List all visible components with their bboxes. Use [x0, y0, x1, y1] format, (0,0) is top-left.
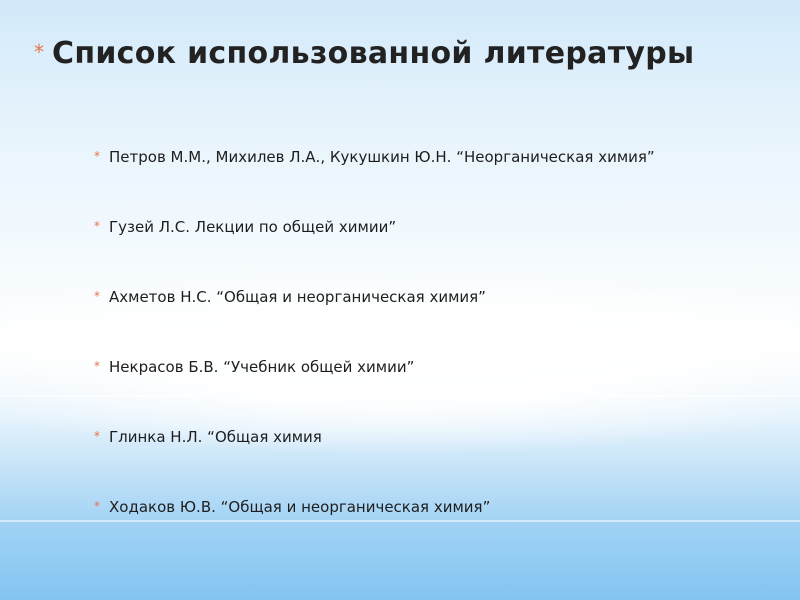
reference-item	[94, 288, 655, 358]
asterisk-bullet-icon: *	[94, 289, 100, 303]
reference-text: Ахметов Н.С. “Общая и неорганическая химия”	[109, 288, 486, 306]
reference-text: Некрасов Б.В. “Учебник общей химии”	[109, 358, 415, 376]
asterisk-bullet-icon: *	[94, 499, 100, 513]
reference-item	[94, 498, 655, 568]
asterisk-bullet-icon: *	[94, 429, 100, 443]
slide-title: Список использованной литературы	[52, 36, 695, 71]
asterisk-bullet-icon: *	[94, 149, 100, 163]
reference-item	[94, 218, 655, 288]
reference-list	[94, 148, 655, 568]
asterisk-bullet-icon: *	[94, 219, 100, 233]
asterisk-bullet-icon: *	[34, 40, 44, 64]
reference-text: Петров М.М., Михилев Л.А., Кукушкин Ю.Н. “Неорганическая химия”	[109, 148, 655, 166]
reference-item	[94, 428, 655, 498]
reference-item	[94, 358, 655, 428]
asterisk-bullet-icon: *	[94, 359, 100, 373]
reference-text: Глинка Н.Л. “Общая химия	[109, 428, 322, 446]
reference-text: Ходаков Ю.В. “Общая и неорганическая химия”	[109, 498, 491, 516]
title-row	[34, 36, 694, 71]
reference-text: Гузей Л.С. Лекции по общей химии”	[109, 218, 397, 236]
reference-item	[94, 148, 655, 218]
